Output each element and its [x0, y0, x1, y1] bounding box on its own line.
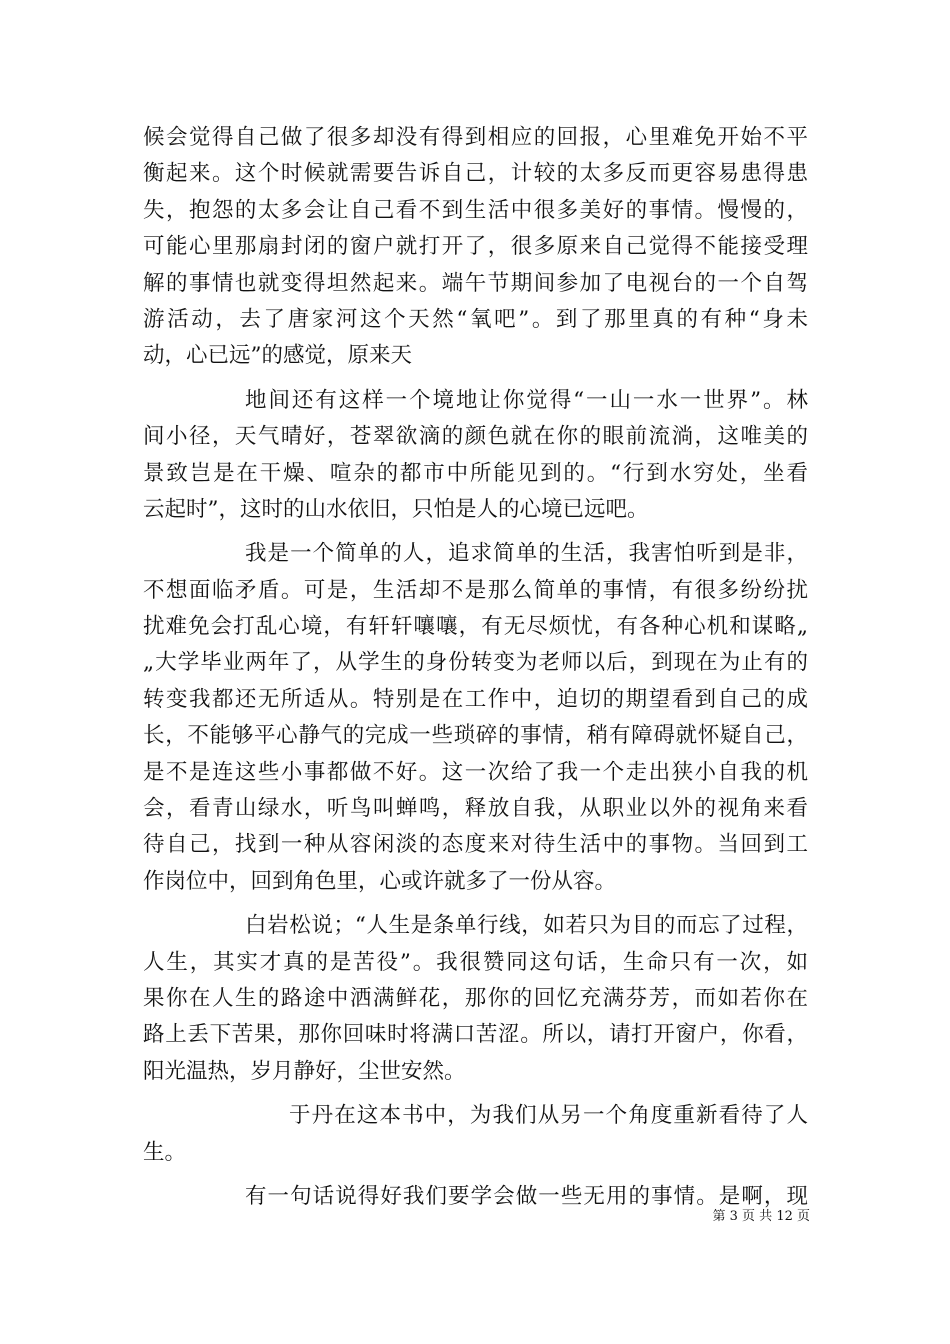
paragraph-2	[143, 383, 808, 529]
paragraph-1	[143, 120, 808, 375]
text-line: 我是一个简单的人，追求简单的生活，我害怕听到是非，	[245, 541, 808, 567]
text-line: 生。	[143, 1139, 187, 1165]
text-line: 作岗位中，回到角色里，心或许就多了一份从容。	[143, 868, 617, 894]
text-line: 长，不能够平心静气的完成一些琐碎的事情，稍有障碍就怀疑自己，	[143, 723, 808, 749]
text-line: 阳光温热，岁月静好，尘世安然。	[143, 1058, 466, 1084]
text-line: 解的事情也就变得坦然起来。端午节期间参加了电视台的一个自驾	[143, 270, 808, 296]
text-line: 有一句话说得好我们要学会做一些无用的事情。是啊，现	[245, 1183, 808, 1209]
text-line: 衡起来。这个时候就需要告诉自己，计较的太多反而更容易患得患	[143, 161, 808, 187]
text-line: 地间还有这样一个境地让你觉得“一山一水一世界”。林	[245, 387, 808, 413]
paragraph-gap	[143, 528, 808, 536]
paragraph-gap	[143, 1171, 808, 1179]
text-line: 扰难免会打乱心境，有轩轩嚷嚷，有无尽烦忧，有各种心机和谋略„	[143, 614, 808, 640]
text-line: 可能心里那扇封闭的窗户就打开了，很多原来自己觉得不能接受理	[143, 234, 808, 260]
body-text	[143, 120, 808, 1215]
text-line: 于丹在这本书中，为我们从另一个角度重新看待了人	[289, 1103, 808, 1129]
text-line: 转变我都还无所适从。特别是在工作中，迫切的期望看到自己的成	[143, 686, 808, 712]
text-line: 游活动，去了唐家河这个天然“氧吧”。到了那里真的有种“身未	[143, 306, 808, 332]
paragraph-gap	[143, 900, 808, 908]
paragraph-3	[143, 536, 808, 900]
text-line: 会，看青山绿水，听鸟叫蝉鸣，释放自我，从职业以外的视角来看	[143, 796, 808, 822]
paragraph-gap	[143, 1090, 808, 1098]
text-line: 白岩松说；“人生是条单行线，如若只为目的而忘了过程，	[245, 913, 808, 939]
text-line: 间小径，天气晴好，苍翠欲滴的颜色就在你的眼前流淌，这唯美的	[143, 424, 808, 450]
paragraph-gap	[143, 375, 808, 383]
text-line: 动，心已远”的感觉，原来天	[143, 343, 412, 369]
text-line: „大学毕业两年了，从学生的身份转变为老师以后，到现在为止有的	[143, 650, 808, 676]
text-line: 路上丢下苦果，那你回味时将满口苦涩。所以，请打开窗户，你看，	[143, 1022, 808, 1048]
text-line: 果你在人生的路途中洒满鲜花，那你的回忆充满芬芳，而如若你在	[143, 985, 808, 1011]
paragraph-4	[143, 908, 808, 1090]
text-line: 候会觉得自己做了很多却没有得到相应的回报，心里难免开始不平	[143, 125, 808, 150]
text-line: 失，抱怨的太多会让自己看不到生活中很多美好的事情。慢慢的，	[143, 197, 808, 223]
text-line: 是不是连这些小事都做不好。这一次给了我一个走出狭小自我的机	[143, 759, 808, 785]
text-line: 不想面临矛盾。可是，生活却不是那么简单的事情，有很多纷纷扰	[143, 577, 808, 603]
text-line: 景致岂是在干燥、喧杂的都市中所能见到的。“行到水穷处，坐看	[143, 460, 808, 486]
text-line: 人生，其实才真的是苦役”。我很赞同这句话，生命只有一次，如	[143, 949, 808, 975]
text-line: 待自己，找到一种从容闲淡的态度来对待生活中的事物。当回到工	[143, 832, 808, 858]
text-line: 云起时”，这时的山水依旧，只怕是人的心境已远吧。	[143, 496, 649, 522]
page-number: 第 3 页 共 12 页	[712, 1209, 810, 1224]
paragraph-5	[143, 1098, 808, 1171]
